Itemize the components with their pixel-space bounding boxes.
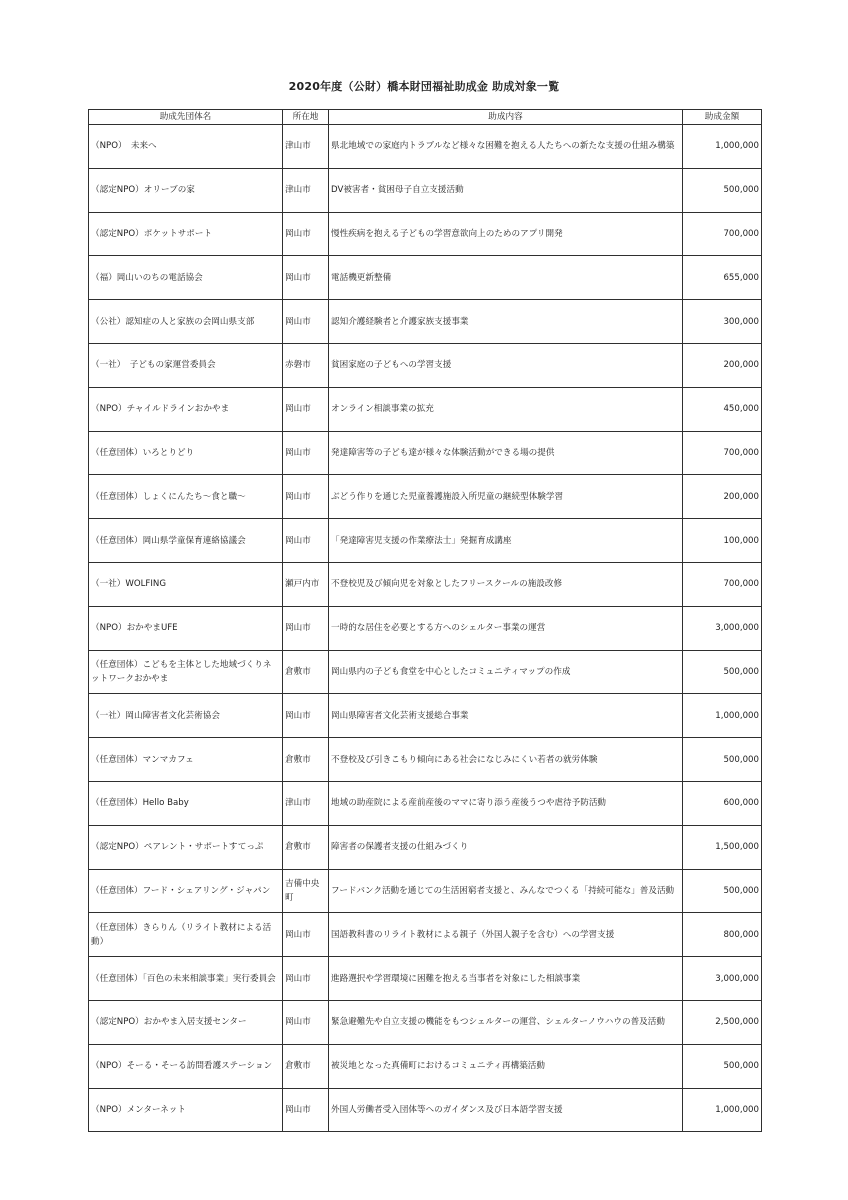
cell-location: 倉敷市 (283, 825, 329, 869)
cell-location: 岡山市 (283, 606, 329, 650)
cell-org: （任意団体）「百色の未来相談事業」実行委員会 (89, 957, 283, 1001)
cell-amount: 100,000 (683, 519, 762, 563)
cell-location: 倉敷市 (283, 738, 329, 782)
cell-content: 岡山県障害者文化芸術支援総合事業 (329, 694, 683, 738)
cell-content: 緊急避難先や自立支援の機能をもつシェルターの運営、シェルターノウハウの普及活動 (329, 1000, 683, 1044)
cell-location: 岡山市 (283, 913, 329, 957)
cell-location: 岡山市 (283, 256, 329, 300)
cell-org: （NPO） 未来へ (89, 125, 283, 169)
cell-amount: 450,000 (683, 387, 762, 431)
table-row (89, 1000, 762, 1044)
cell-location: 岡山市 (283, 957, 329, 1001)
cell-content: 認知介護経験者と介護家族支援事業 (329, 300, 683, 344)
cell-org: （任意団体）岡山県学童保育連絡協議会 (89, 519, 283, 563)
cell-location: 吉備中央町 (283, 869, 329, 913)
cell-org: （任意団体）こどもを主体とした地域づくりネットワークおかやま (89, 650, 283, 694)
table-row (89, 650, 762, 694)
cell-location: 津山市 (283, 781, 329, 825)
cell-amount: 700,000 (683, 562, 762, 606)
cell-amount: 1,000,000 (683, 1088, 762, 1132)
cell-amount: 800,000 (683, 913, 762, 957)
table-row (89, 606, 762, 650)
cell-amount: 500,000 (683, 869, 762, 913)
cell-content: フードバンク活動を通じての生活困窮者支援と、みんなでつくる「持続可能な」普及活動 (329, 869, 683, 913)
cell-org: （一社）WOLFING (89, 562, 283, 606)
cell-org: （NPO）そーる・そーる訪問看護ステーション (89, 1044, 283, 1088)
table-row (89, 256, 762, 300)
cell-content: 国語教科書のリライト教材による親子（外国人親子を含む）への学習支援 (329, 913, 683, 957)
cell-location: 津山市 (283, 168, 329, 212)
header-amount: 助成金額 (683, 110, 762, 125)
cell-amount: 700,000 (683, 212, 762, 256)
cell-org: （一社）岡山障害者文化芸術協会 (89, 694, 283, 738)
cell-content: 地域の助産院による産前産後のママに寄り添う産後うつや虐待予防活動 (329, 781, 683, 825)
cell-location: 岡山市 (283, 212, 329, 256)
cell-content: 「発達障害児支援の作業療法士」発掘育成講座 (329, 519, 683, 563)
cell-org: （任意団体）しょくにんたち〜食と職〜 (89, 475, 283, 519)
table-row (89, 212, 762, 256)
cell-amount: 200,000 (683, 343, 762, 387)
cell-amount: 3,000,000 (683, 957, 762, 1001)
table-row (89, 1088, 762, 1132)
cell-org: （任意団体）フード・シェアリング・ジャパン (89, 869, 283, 913)
cell-org: （NPO）メンターネット (89, 1088, 283, 1132)
header-location: 所在地 (283, 110, 329, 125)
cell-content: DV被害者・貧困母子自立支援活動 (329, 168, 683, 212)
cell-content: 貧困家庭の子どもへの学習支援 (329, 343, 683, 387)
cell-content: 県北地域での家庭内トラブルなど様々な困難を抱える人たちへの新たな支援の仕組み構築 (329, 125, 683, 169)
table-row (89, 694, 762, 738)
table-row (89, 957, 762, 1001)
cell-content: ぶどう作りを通じた児童養護施設入所児童の継続型体験学習 (329, 475, 683, 519)
table-row (89, 387, 762, 431)
cell-org: （認定NPO）オリーブの家 (89, 168, 283, 212)
cell-location: 赤磐市 (283, 343, 329, 387)
cell-org: （NPO）チャイルドラインおかやま (89, 387, 283, 431)
cell-location: 倉敷市 (283, 1044, 329, 1088)
cell-content: 障害者の保護者支援の仕組みづくり (329, 825, 683, 869)
cell-org: （任意団体）マンマカフェ (89, 738, 283, 782)
cell-content: オンライン相談事業の拡充 (329, 387, 683, 431)
table-row (89, 913, 762, 957)
table-row (89, 168, 762, 212)
cell-amount: 1,500,000 (683, 825, 762, 869)
cell-amount: 1,000,000 (683, 125, 762, 169)
table-row (89, 431, 762, 475)
cell-amount: 500,000 (683, 738, 762, 782)
header-content: 助成内容 (329, 110, 683, 125)
table-row (89, 562, 762, 606)
cell-content: 発達障害等の子ども達が様々な体験活動ができる場の提供 (329, 431, 683, 475)
cell-content: 外国人労働者受入団体等へのガイダンス及び日本語学習支援 (329, 1088, 683, 1132)
cell-org: （任意団体）Hello Baby (89, 781, 283, 825)
grant-table (88, 109, 762, 1132)
cell-org: （公社）認知症の人と家族の会岡山県支部 (89, 300, 283, 344)
cell-amount: 700,000 (683, 431, 762, 475)
header-org: 助成先団体名 (89, 110, 283, 125)
cell-amount: 300,000 (683, 300, 762, 344)
cell-location: 倉敷市 (283, 650, 329, 694)
table-header (89, 110, 762, 125)
cell-org: （任意団体）きらりん（リライト教材による活動） (89, 913, 283, 957)
cell-org: （認定NPO）ペアレント・サポートすてっぷ (89, 825, 283, 869)
cell-amount: 500,000 (683, 650, 762, 694)
cell-org: （福）岡山いのちの電話協会 (89, 256, 283, 300)
cell-location: 岡山市 (283, 1088, 329, 1132)
table-row (89, 125, 762, 169)
cell-amount: 2,500,000 (683, 1000, 762, 1044)
cell-content: 進路選択や学習環境に困難を抱える当事者を対象にした相談事業 (329, 957, 683, 1001)
cell-amount: 200,000 (683, 475, 762, 519)
table-row (89, 825, 762, 869)
cell-amount: 655,000 (683, 256, 762, 300)
cell-location: 岡山市 (283, 431, 329, 475)
table-row (89, 475, 762, 519)
header-row (89, 110, 762, 125)
table-row (89, 738, 762, 782)
cell-amount: 600,000 (683, 781, 762, 825)
table-row (89, 519, 762, 563)
cell-amount: 3,000,000 (683, 606, 762, 650)
cell-location: 岡山市 (283, 475, 329, 519)
cell-content: 慢性疾病を抱える子どもの学習意欲向上のためのアプリ開発 (329, 212, 683, 256)
cell-amount: 1,000,000 (683, 694, 762, 738)
cell-amount: 500,000 (683, 168, 762, 212)
cell-content: 被災地となった真備町におけるコミュニティ再構築活動 (329, 1044, 683, 1088)
cell-content: 一時的な居住を必要とする方へのシェルター事業の運営 (329, 606, 683, 650)
table-body (89, 125, 762, 1132)
cell-location: 瀬戸内市 (283, 562, 329, 606)
cell-org: （認定NPO）おかやま入居支援センター (89, 1000, 283, 1044)
cell-location: 岡山市 (283, 1000, 329, 1044)
cell-org: （一社） 子どもの家運営委員会 (89, 343, 283, 387)
cell-content: 不登校児及び傾向児を対象としたフリースクールの施設改修 (329, 562, 683, 606)
cell-location: 津山市 (283, 125, 329, 169)
cell-location: 岡山市 (283, 387, 329, 431)
cell-org: （任意団体）いろとりどり (89, 431, 283, 475)
cell-content: 電話機更新整備 (329, 256, 683, 300)
cell-amount: 500,000 (683, 1044, 762, 1088)
table-row (89, 343, 762, 387)
table-row (89, 1044, 762, 1088)
table-row (89, 869, 762, 913)
cell-org: （認定NPO）ポケットサポート (89, 212, 283, 256)
table-row (89, 300, 762, 344)
cell-org: （NPO）おかやまUFE (89, 606, 283, 650)
cell-location: 岡山市 (283, 300, 329, 344)
cell-location: 岡山市 (283, 694, 329, 738)
table-row (89, 781, 762, 825)
cell-content: 不登校及び引きこもり傾向にある社会になじみにくい若者の就労体験 (329, 738, 683, 782)
page-title: 2020年度（公財）橋本財団福祉助成金 助成対象一覧 (288, 80, 560, 93)
cell-location: 岡山市 (283, 519, 329, 563)
cell-content: 岡山県内の子ども食堂を中心としたコミュニティマップの作成 (329, 650, 683, 694)
